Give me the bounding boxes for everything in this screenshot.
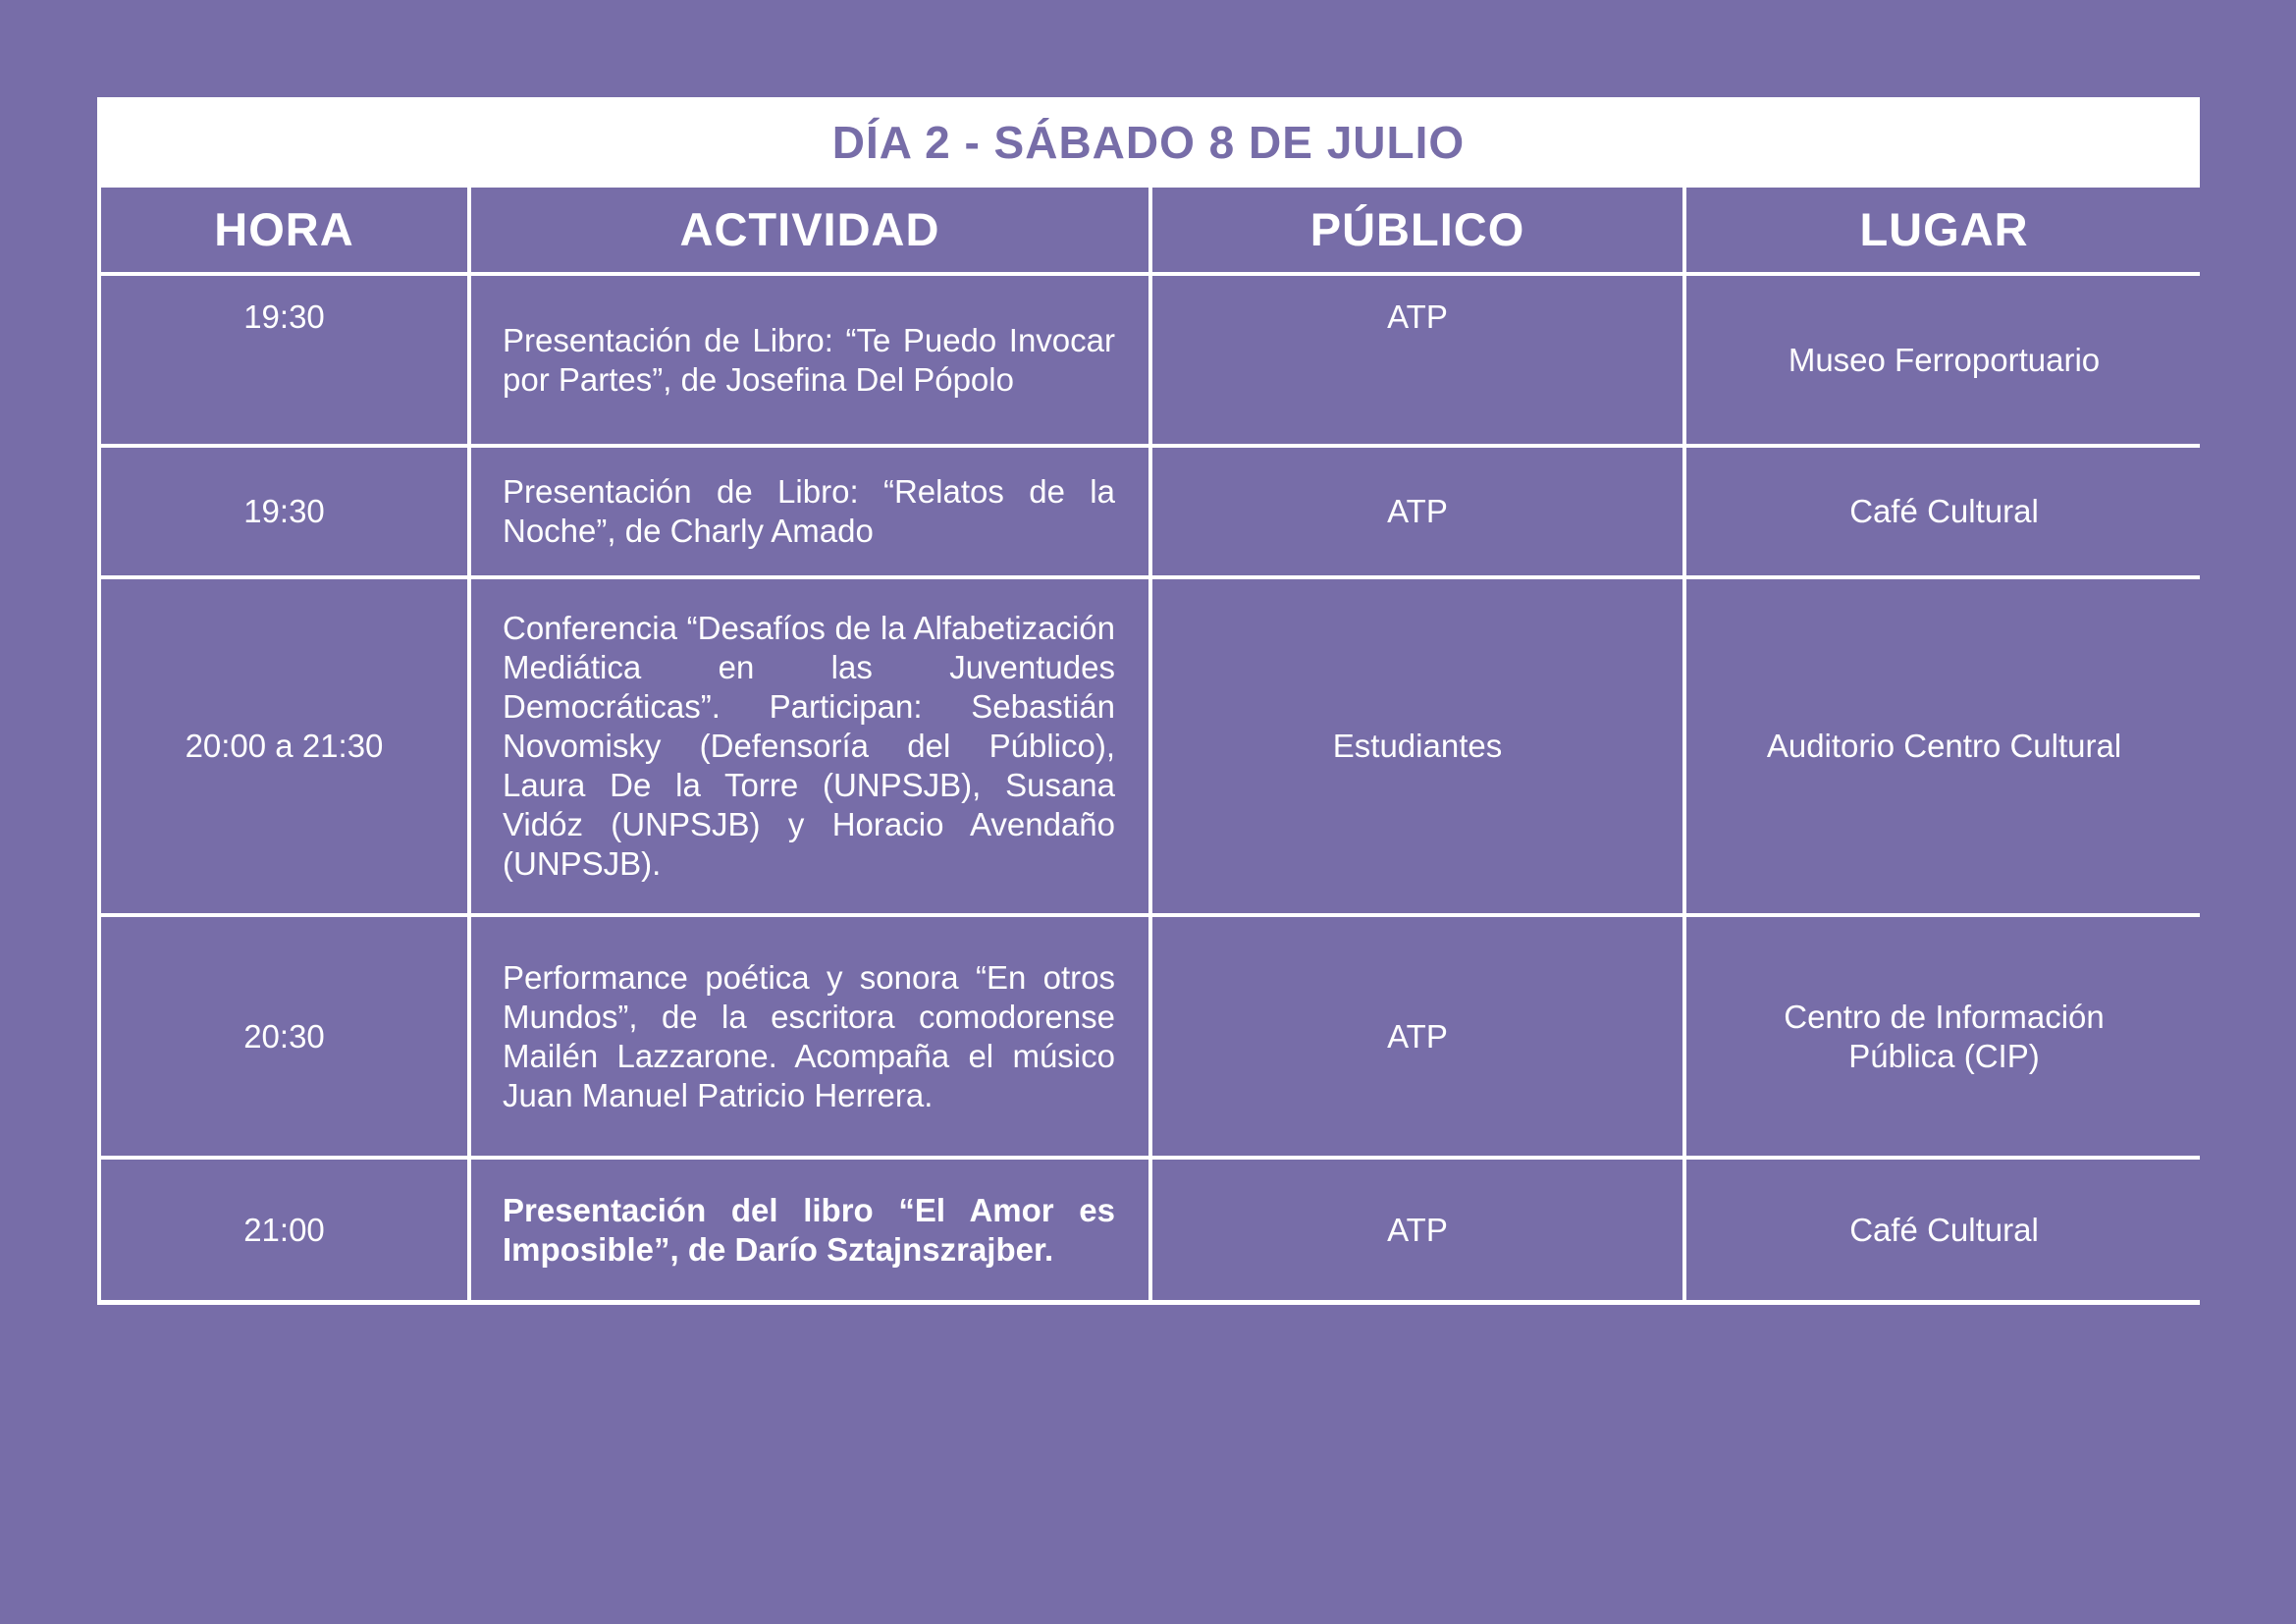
row-2-hora: 19:30 (101, 448, 467, 575)
row-5-hora: 21:00 (101, 1160, 467, 1300)
row-4-lugar: Centro de Información Pública (CIP) (1686, 917, 2202, 1156)
header-lugar: LUGAR (1686, 188, 2202, 272)
row-1-publico: ATP (1152, 276, 1682, 444)
row-1-actividad: Presentación de Libro: “Te Puedo Invocar por Partes”, de Josefina Del Pópolo (471, 276, 1148, 444)
header-hora: HORA (101, 188, 467, 272)
row-4-actividad: Performance poética y sonora “En otros Mundos”, de la escritora comodorense Mailén Lazzarone. Acompaña el músico Juan Manuel Patricio Herrera. (471, 917, 1148, 1156)
row-1-hora: 19:30 (101, 276, 467, 444)
row-3-lugar: Auditorio Centro Cultural (1686, 579, 2202, 913)
row-2-publico: ATP (1152, 448, 1682, 575)
row-2-actividad: Presentación de Libro: “Relatos de la Noche”, de Charly Amado (471, 448, 1148, 575)
row-4-publico: ATP (1152, 917, 1682, 1156)
row-5-publico: ATP (1152, 1160, 1682, 1300)
header-actividad: ACTIVIDAD (471, 188, 1148, 272)
row-3-actividad: Conferencia “Desafíos de la Alfabetización Mediática en las Juventudes Democráticas”. Participan: Sebastián Novomisky (Defensoría del Público), Laura De la Torre (UNPSJB), Susana Vidóz (UNPSJB) y Horacio Avendaño (UNPSJB). (471, 579, 1148, 913)
row-3-hora: 20:00 a 21:30 (101, 579, 467, 913)
row-3-publico: Estudiantes (1152, 579, 1682, 913)
row-5-actividad: Presentación del libro “El Amor es Imposible”, de Darío Sztajnszrajber. (471, 1160, 1148, 1300)
row-2-lugar: Café Cultural (1686, 448, 2202, 575)
row-4-hora: 20:30 (101, 917, 467, 1156)
row-5-lugar: Café Cultural (1686, 1160, 2202, 1300)
header-publico: PÚBLICO (1152, 188, 1682, 272)
schedule-table (97, 97, 2200, 1305)
schedule-grid (101, 188, 2196, 1300)
table-title: DÍA 2 - SÁBADO 8 DE JULIO (831, 117, 1466, 168)
row-1-lugar: Museo Ferroportuario (1686, 276, 2202, 444)
